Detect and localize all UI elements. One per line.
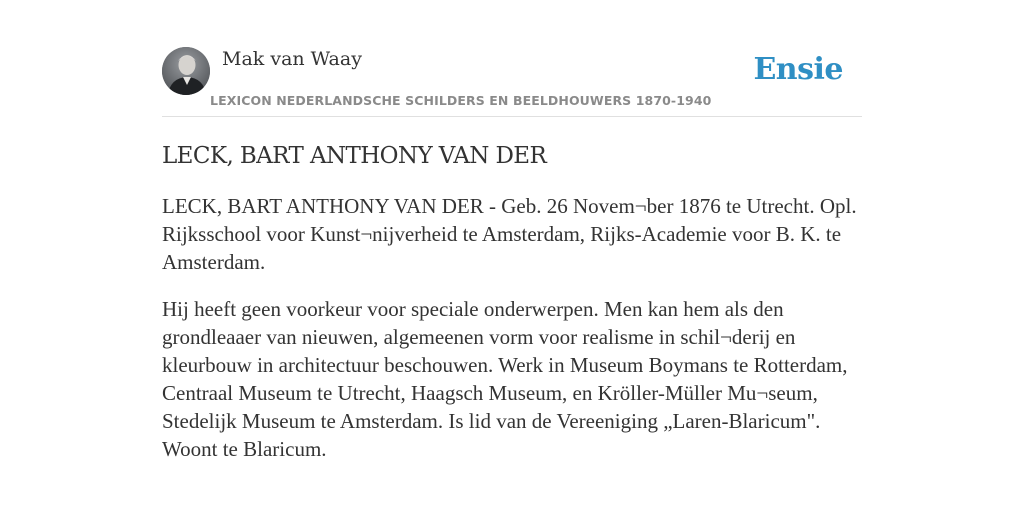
source-title[interactable]: LEXICON NEDERLANDSCHE SCHILDERS EN BEELDHOUWERS 1870-1940 [210, 93, 712, 108]
author-name[interactable]: Mak van Waay [222, 48, 362, 70]
article-paragraph: LECK, BART ANTHONY VAN DER - Geb. 26 Novem¬ber 1876 te Utrecht. Opl. Rijksschool voor Kunst¬nijverheid te Amsterdam, Rijks-Academie voor B. K. te Amsterdam. [162, 194, 857, 274]
article-body [162, 192, 862, 482]
author-avatar[interactable] [162, 47, 210, 95]
person-portrait-icon [162, 47, 210, 95]
article-title: LECK, BART ANTHONY VAN DER [162, 143, 547, 169]
header [162, 46, 862, 117]
article-paragraph: Hij heeft geen voorkeur voor speciale onderwerpen. Men kan hem als den grondleaaer van nieuwen, algemeenen vorm voor realisme in schil¬derij en kleurbouw in architectuur beschouwen. Werk in Museum Boymans te Rotterdam, Centraal Museum te Utrecht, Haagsch Museum, en Kröller-Müller Mu¬seum, Stedelijk Museum te Amsterdam. Is lid van de Vereeniging „Laren-Blaricum". Woont te Blaricum. [162, 297, 848, 461]
ensie-logo[interactable]: Ensie [753, 52, 843, 87]
